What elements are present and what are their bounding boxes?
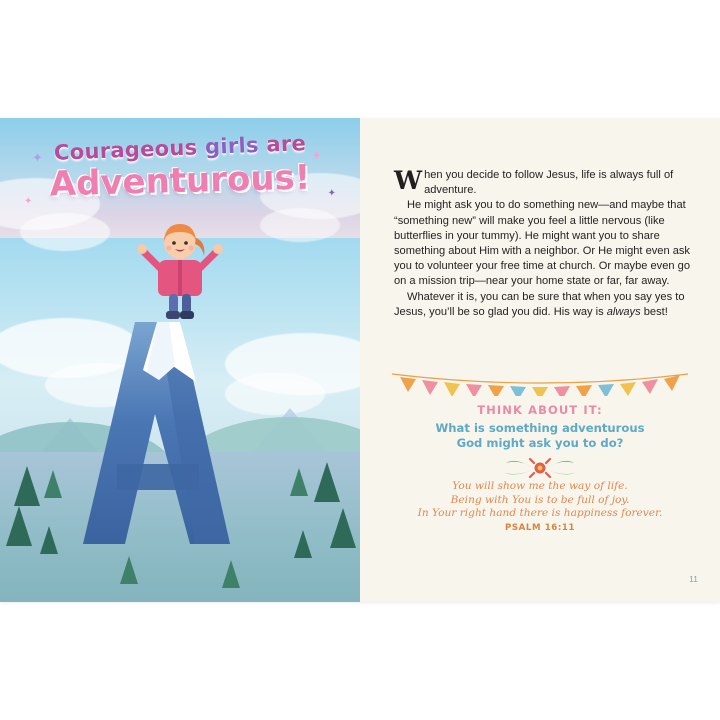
title-word-are: are (258, 131, 307, 157)
verse-line-2: Being with You is to be full of joy. (450, 493, 630, 506)
book-spread (0, 118, 720, 602)
paragraph-3-text-before: Whatever it is, you can be sure that when you say yes to Jesus, you’ll be so glad you did. His way is (394, 290, 685, 318)
pine-tree-icon (44, 470, 62, 498)
floral-divider-icon (360, 458, 720, 478)
scripture-verse (385, 480, 695, 521)
drop-cap: W (394, 166, 423, 195)
pine-tree-icon (40, 526, 58, 554)
verse-line-1: You will show me the way of life. (452, 480, 628, 492)
think-about-it-heading: THINK ABOUT IT: (477, 403, 603, 417)
chapter-title-line-2: Adventurous! (49, 157, 311, 205)
cloud-shape (20, 213, 110, 251)
page-number: 11 (689, 574, 698, 584)
title-word-girls: girls (196, 132, 260, 160)
pennant-banner-icon (390, 370, 690, 396)
paragraph-3-text-after: best! (640, 305, 668, 318)
paragraph-1 (394, 168, 690, 198)
pine-tree-icon (330, 508, 356, 548)
pine-tree-icon (222, 560, 240, 588)
think-about-it-question (400, 421, 680, 451)
pine-tree-icon (290, 468, 308, 496)
verse-line-3: In Your right hand there is happiness forever. (417, 507, 663, 520)
letter-a-mountain (55, 314, 305, 554)
chapter-title (0, 131, 360, 205)
question-line-2: God might ask you to do? (456, 436, 624, 450)
cloud-shape (260, 208, 340, 242)
devotional-body (394, 168, 690, 320)
pine-tree-icon (120, 556, 138, 584)
right-page-text (360, 118, 720, 602)
sparkle-icon: ✦ (311, 148, 322, 163)
paragraph-3-italic-word: always (606, 305, 641, 318)
scripture-reference: PSALM 16:11 (504, 523, 576, 533)
paragraph-2: He might ask you to do something new—and maybe that “something new” will make you feel a little nervous (like butterflies in your tummy). He might want you to share something about Him with a neighbor. Or He might even ask you to volunteer your free time at church. Or maybe even go on a mission trip—near your home state or far, far away. (394, 199, 690, 288)
title-word-courageous: Courageous (53, 135, 198, 165)
question-line-1: What is something adventurous (435, 421, 645, 435)
sparkle-icon: ✦ (327, 188, 336, 199)
pine-tree-icon (14, 466, 40, 506)
girl-character (134, 216, 226, 324)
pine-tree-icon (314, 462, 340, 502)
sparkle-icon: ✦ (24, 196, 33, 207)
pine-tree-icon (294, 530, 312, 558)
pine-tree-icon (6, 506, 32, 546)
left-page-illustration (0, 118, 360, 602)
sparkle-icon: ✦ (32, 150, 43, 165)
paragraph-3 (394, 290, 690, 320)
paragraph-1-text: hen you decide to follow Jesus, life is always full of adventure. (424, 169, 674, 197)
